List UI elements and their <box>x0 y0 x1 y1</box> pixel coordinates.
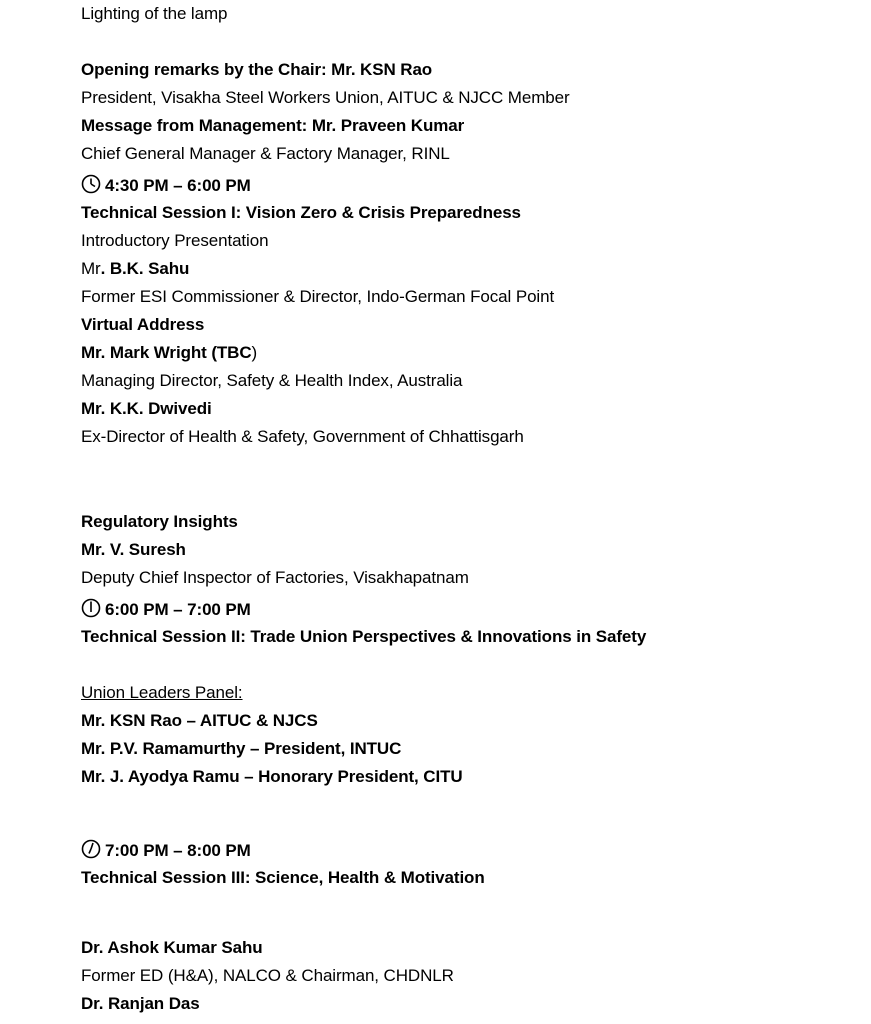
virtual-address-heading: Virtual Address <box>81 315 205 334</box>
session1-speaker <box>81 259 189 279</box>
regulatory-role: Deputy Chief Inspector of Factories, Visakhapatnam <box>81 568 469 587</box>
clock-icon <box>81 174 101 194</box>
virtual-speaker <box>81 343 257 363</box>
virtual-speaker-role: Managing Director, Safety & Health Index, Australia <box>81 371 463 390</box>
session3-time-row <box>81 839 251 861</box>
speaker2-role: Ex-Director of Health & Safety, Government of Chhattisgarh <box>81 427 524 446</box>
speaker-prefix: Mr <box>81 259 101 278</box>
regulatory-speaker: Mr. V. Suresh <box>81 540 186 559</box>
speaker2-name: Mr. K.K. Dwivedi <box>81 399 212 418</box>
session3-title: Technical Session III: Science, Health & Motivation <box>81 868 485 887</box>
lamp-lighting-text: Lighting of the lamp <box>81 4 228 23</box>
regulatory-insights-heading: Regulatory Insights <box>81 512 238 531</box>
session1-time-row <box>81 174 251 196</box>
panelist-item: Mr. KSN Rao – AITUC & NJCS <box>81 711 318 730</box>
panelist-item: Mr. P.V. Ramamurthy – President, INTUC <box>81 739 402 758</box>
session1-title: Technical Session I: Vision Zero & Crisis Preparedness <box>81 203 521 222</box>
session1-speaker-role: Former ESI Commissioner & Director, Indo-German Focal Point <box>81 287 555 306</box>
virtual-speaker-close: ) <box>251 343 258 362</box>
session1-time: 4:30 PM – 6:00 PM <box>105 176 251 195</box>
speaker-name: . B.K. Sahu <box>100 259 190 278</box>
session2-time: 6:00 PM – 7:00 PM <box>105 600 251 619</box>
clock-icon <box>81 598 101 618</box>
management-message-heading: Message from Management: Mr. Praveen Kumar <box>81 116 465 135</box>
chair-remarks-heading: Opening remarks by the Chair: Mr. KSN Rao <box>81 60 433 79</box>
session3-speaker1-name: Dr. Ashok Kumar Sahu <box>81 938 263 957</box>
management-role-text: Chief General Manager & Factory Manager, RINL <box>81 144 450 163</box>
chair-role-text: President, Visakha Steel Workers Union, AITUC & NJCC Member <box>81 88 570 107</box>
session1-intro: Introductory Presentation <box>81 231 269 250</box>
session3-time: 7:00 PM – 8:00 PM <box>105 841 251 860</box>
virtual-speaker-name: Mr. Mark Wright (TBC <box>81 343 252 362</box>
clock-icon <box>81 839 101 859</box>
union-panel-heading: Union Leaders Panel: <box>81 683 243 702</box>
session2-title: Technical Session II: Trade Union Perspectives & Innovations in Safety <box>81 627 647 646</box>
session3-speaker1-role: Former ED (H&A), NALCO & Chairman, CHDNLR <box>81 966 454 985</box>
session3-speaker2-name: Dr. Ranjan Das <box>81 994 200 1013</box>
panelist-item: Mr. J. Ayodya Ramu – Honorary President, CITU <box>81 767 463 786</box>
session2-time-row <box>81 598 251 620</box>
